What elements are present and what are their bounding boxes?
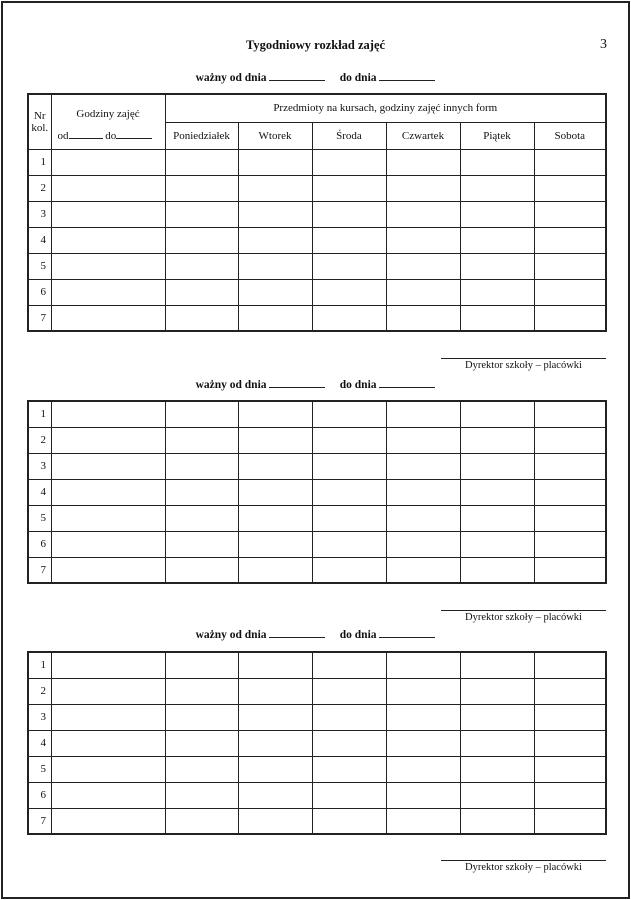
cell[interactable] <box>238 453 312 479</box>
cell[interactable] <box>386 149 460 175</box>
cell[interactable] <box>165 227 238 253</box>
cell[interactable] <box>460 305 534 331</box>
cell[interactable] <box>312 427 386 453</box>
signature-label-3: Dyrektor szkoły – placówki <box>465 862 582 873</box>
row-number: 7 <box>28 305 51 331</box>
cell[interactable] <box>534 704 606 730</box>
table-row <box>28 305 606 331</box>
table-row <box>28 253 606 279</box>
cell[interactable] <box>238 149 312 175</box>
row-number: 2 <box>28 678 51 704</box>
table-row <box>28 531 606 557</box>
cell[interactable] <box>238 678 312 704</box>
table-row <box>28 279 606 305</box>
cell[interactable] <box>165 279 238 305</box>
table-row <box>28 227 606 253</box>
cell[interactable] <box>312 652 386 678</box>
cell[interactable] <box>51 253 165 279</box>
nr-header: Nr kol. <box>28 94 51 149</box>
cell[interactable] <box>51 782 165 808</box>
cell[interactable] <box>312 730 386 756</box>
cell[interactable] <box>534 678 606 704</box>
row-number: 2 <box>28 175 51 201</box>
row-number: 5 <box>28 505 51 531</box>
cell[interactable] <box>238 808 312 834</box>
cell[interactable] <box>534 808 606 834</box>
cell[interactable] <box>312 149 386 175</box>
cell[interactable] <box>312 175 386 201</box>
cell[interactable] <box>165 253 238 279</box>
cell[interactable] <box>460 149 534 175</box>
cell[interactable] <box>165 730 238 756</box>
table-row <box>28 756 606 782</box>
table-row <box>28 678 606 704</box>
schedule-table-3 <box>27 651 607 835</box>
cell[interactable] <box>386 279 460 305</box>
valid-to-field[interactable] <box>379 70 435 81</box>
cell[interactable] <box>51 678 165 704</box>
cell[interactable] <box>51 279 165 305</box>
cell[interactable] <box>534 756 606 782</box>
table-row <box>28 479 606 505</box>
cell[interactable] <box>312 401 386 427</box>
cell[interactable] <box>238 201 312 227</box>
cell[interactable] <box>386 678 460 704</box>
row-number: 3 <box>28 201 51 227</box>
validity-line-3 <box>0 627 631 641</box>
valid-to-field[interactable] <box>379 627 435 638</box>
cell[interactable] <box>460 808 534 834</box>
cell[interactable] <box>460 201 534 227</box>
cell[interactable] <box>238 401 312 427</box>
cell[interactable] <box>165 808 238 834</box>
table-row <box>28 808 606 834</box>
cell[interactable] <box>534 253 606 279</box>
table-row <box>28 401 606 427</box>
cell[interactable] <box>534 149 606 175</box>
cell[interactable] <box>386 305 460 331</box>
day-header-thursday: Czwartek <box>386 122 460 149</box>
cell[interactable] <box>312 305 386 331</box>
cell[interactable] <box>51 305 165 331</box>
cell[interactable] <box>460 453 534 479</box>
table-row <box>28 704 606 730</box>
table-row <box>28 730 606 756</box>
cell[interactable] <box>386 782 460 808</box>
cell[interactable] <box>165 704 238 730</box>
subjects-header: Przedmioty na kursach, godziny zajęć innych form <box>165 94 606 122</box>
table-row <box>28 149 606 175</box>
row-number: 4 <box>28 227 51 253</box>
cell[interactable] <box>534 557 606 583</box>
row-number: 7 <box>28 557 51 583</box>
cell[interactable] <box>238 557 312 583</box>
cell[interactable] <box>312 678 386 704</box>
cell[interactable] <box>386 704 460 730</box>
cell[interactable] <box>165 175 238 201</box>
cell[interactable] <box>460 253 534 279</box>
valid-from-label: ważny od dnia <box>195 72 267 84</box>
cell[interactable] <box>312 756 386 782</box>
cell[interactable] <box>312 557 386 583</box>
cell[interactable] <box>238 253 312 279</box>
row-number: 6 <box>28 782 51 808</box>
valid-from-label: ważny od dnia <box>195 629 267 641</box>
hours-header: Godziny zajęć <box>51 94 165 122</box>
cell[interactable] <box>51 401 165 427</box>
hours-to-label: do <box>105 130 117 143</box>
cell[interactable] <box>460 704 534 730</box>
cell[interactable] <box>51 652 165 678</box>
validity-line-2 <box>0 377 631 391</box>
row-number: 7 <box>28 808 51 834</box>
cell[interactable] <box>312 479 386 505</box>
page-title: Tygodniowy rozkład zajęć <box>245 38 386 52</box>
cell[interactable] <box>534 505 606 531</box>
cell[interactable] <box>165 401 238 427</box>
cell[interactable] <box>51 453 165 479</box>
cell[interactable] <box>386 652 460 678</box>
cell[interactable] <box>51 730 165 756</box>
cell[interactable] <box>534 479 606 505</box>
valid-from-field[interactable] <box>269 377 325 388</box>
cell[interactable] <box>460 730 534 756</box>
cell[interactable] <box>312 227 386 253</box>
row-number: 1 <box>28 652 51 678</box>
cell[interactable] <box>386 756 460 782</box>
cell[interactable] <box>238 427 312 453</box>
cell[interactable] <box>460 175 534 201</box>
cell[interactable] <box>238 505 312 531</box>
cell[interactable] <box>51 557 165 583</box>
row-number: 6 <box>28 279 51 305</box>
hours-to-field[interactable] <box>116 128 152 139</box>
cell[interactable] <box>165 505 238 531</box>
cell[interactable] <box>386 557 460 583</box>
signature-label-2: Dyrektor szkoły – placówki <box>465 612 582 623</box>
table-row <box>28 782 606 808</box>
cell[interactable] <box>238 175 312 201</box>
cell[interactable] <box>460 505 534 531</box>
cell[interactable] <box>534 305 606 331</box>
cell[interactable] <box>312 782 386 808</box>
cell[interactable] <box>534 401 606 427</box>
cell[interactable] <box>534 427 606 453</box>
row-number: 5 <box>28 253 51 279</box>
cell[interactable] <box>460 279 534 305</box>
cell[interactable] <box>386 201 460 227</box>
cell[interactable] <box>51 531 165 557</box>
cell[interactable] <box>534 652 606 678</box>
valid-from-field[interactable] <box>269 627 325 638</box>
hours-range <box>51 122 165 149</box>
cell[interactable] <box>460 782 534 808</box>
table-row <box>28 175 606 201</box>
cell[interactable] <box>460 227 534 253</box>
cell[interactable] <box>534 175 606 201</box>
cell[interactable] <box>51 227 165 253</box>
cell[interactable] <box>534 453 606 479</box>
cell[interactable] <box>460 401 534 427</box>
table-row <box>28 557 606 583</box>
cell[interactable] <box>312 808 386 834</box>
cell[interactable] <box>165 531 238 557</box>
cell[interactable] <box>165 756 238 782</box>
cell[interactable] <box>460 557 534 583</box>
day-header-friday: Piątek <box>460 122 534 149</box>
cell[interactable] <box>534 279 606 305</box>
cell[interactable] <box>165 427 238 453</box>
valid-to-label: do dnia <box>339 379 377 391</box>
cell[interactable] <box>534 730 606 756</box>
cell[interactable] <box>165 201 238 227</box>
day-header-tuesday: Wtorek <box>238 122 312 149</box>
row-number: 3 <box>28 704 51 730</box>
cell[interactable] <box>165 678 238 704</box>
cell[interactable] <box>386 730 460 756</box>
cell[interactable] <box>386 808 460 834</box>
valid-from-field[interactable] <box>269 70 325 81</box>
validity-line-1 <box>0 70 631 84</box>
cell[interactable] <box>51 479 165 505</box>
cell[interactable] <box>534 201 606 227</box>
cell[interactable] <box>460 678 534 704</box>
row-number: 4 <box>28 730 51 756</box>
valid-from-label: ważny od dnia <box>195 379 267 391</box>
row-number: 1 <box>28 401 51 427</box>
cell[interactable] <box>238 652 312 678</box>
cell[interactable] <box>165 557 238 583</box>
signature-line-1[interactable] <box>441 358 606 359</box>
day-header-monday: Poniedziałek <box>165 122 238 149</box>
cell[interactable] <box>238 730 312 756</box>
hours-from-field[interactable] <box>69 128 103 139</box>
cell[interactable] <box>51 149 165 175</box>
row-number: 4 <box>28 479 51 505</box>
cell[interactable] <box>238 305 312 331</box>
valid-to-field[interactable] <box>379 377 435 388</box>
cell[interactable] <box>165 453 238 479</box>
signature-line-3[interactable] <box>441 860 606 861</box>
row-number: 1 <box>28 149 51 175</box>
cell[interactable] <box>386 505 460 531</box>
cell[interactable] <box>534 227 606 253</box>
valid-to-label: do dnia <box>339 72 377 84</box>
cell[interactable] <box>312 201 386 227</box>
page-number: 3 <box>600 37 607 52</box>
schedule-table-2 <box>27 400 607 584</box>
cell[interactable] <box>460 479 534 505</box>
table-row <box>28 201 606 227</box>
signature-label-1: Dyrektor szkoły – placówki <box>465 360 582 371</box>
cell[interactable] <box>460 756 534 782</box>
cell[interactable] <box>312 279 386 305</box>
cell[interactable] <box>460 427 534 453</box>
cell[interactable] <box>51 704 165 730</box>
cell[interactable] <box>165 782 238 808</box>
schedule-table-1 <box>27 93 607 332</box>
cell[interactable] <box>386 227 460 253</box>
cell[interactable] <box>312 531 386 557</box>
signature-line-2[interactable] <box>441 610 606 611</box>
cell[interactable] <box>312 704 386 730</box>
cell[interactable] <box>51 505 165 531</box>
cell[interactable] <box>51 756 165 782</box>
cell[interactable] <box>534 782 606 808</box>
cell[interactable] <box>238 479 312 505</box>
row-number: 5 <box>28 756 51 782</box>
table-row <box>28 453 606 479</box>
cell[interactable] <box>312 253 386 279</box>
table-row <box>28 427 606 453</box>
cell[interactable] <box>460 652 534 678</box>
cell[interactable] <box>312 453 386 479</box>
cell[interactable] <box>386 253 460 279</box>
cell[interactable] <box>534 531 606 557</box>
cell[interactable] <box>51 808 165 834</box>
cell[interactable] <box>165 305 238 331</box>
cell[interactable] <box>238 782 312 808</box>
cell[interactable] <box>386 453 460 479</box>
cell[interactable] <box>238 704 312 730</box>
cell[interactable] <box>51 201 165 227</box>
valid-to-label: do dnia <box>339 629 377 641</box>
table-row <box>28 652 606 678</box>
day-header-wednesday: Środa <box>312 122 386 149</box>
row-number: 6 <box>28 531 51 557</box>
cell[interactable] <box>238 227 312 253</box>
cell[interactable] <box>165 479 238 505</box>
cell[interactable] <box>238 756 312 782</box>
hours-from-label: od <box>57 130 69 143</box>
cell[interactable] <box>460 531 534 557</box>
cell[interactable] <box>165 652 238 678</box>
cell[interactable] <box>386 479 460 505</box>
cell[interactable] <box>386 531 460 557</box>
cell[interactable] <box>386 175 460 201</box>
row-number: 3 <box>28 453 51 479</box>
cell[interactable] <box>386 427 460 453</box>
cell[interactable] <box>312 505 386 531</box>
day-header-saturday: Sobota <box>534 122 606 149</box>
row-number: 2 <box>28 427 51 453</box>
cell[interactable] <box>165 149 238 175</box>
cell[interactable] <box>238 531 312 557</box>
cell[interactable] <box>51 175 165 201</box>
cell[interactable] <box>386 401 460 427</box>
table-row <box>28 505 606 531</box>
cell[interactable] <box>238 279 312 305</box>
cell[interactable] <box>51 427 165 453</box>
